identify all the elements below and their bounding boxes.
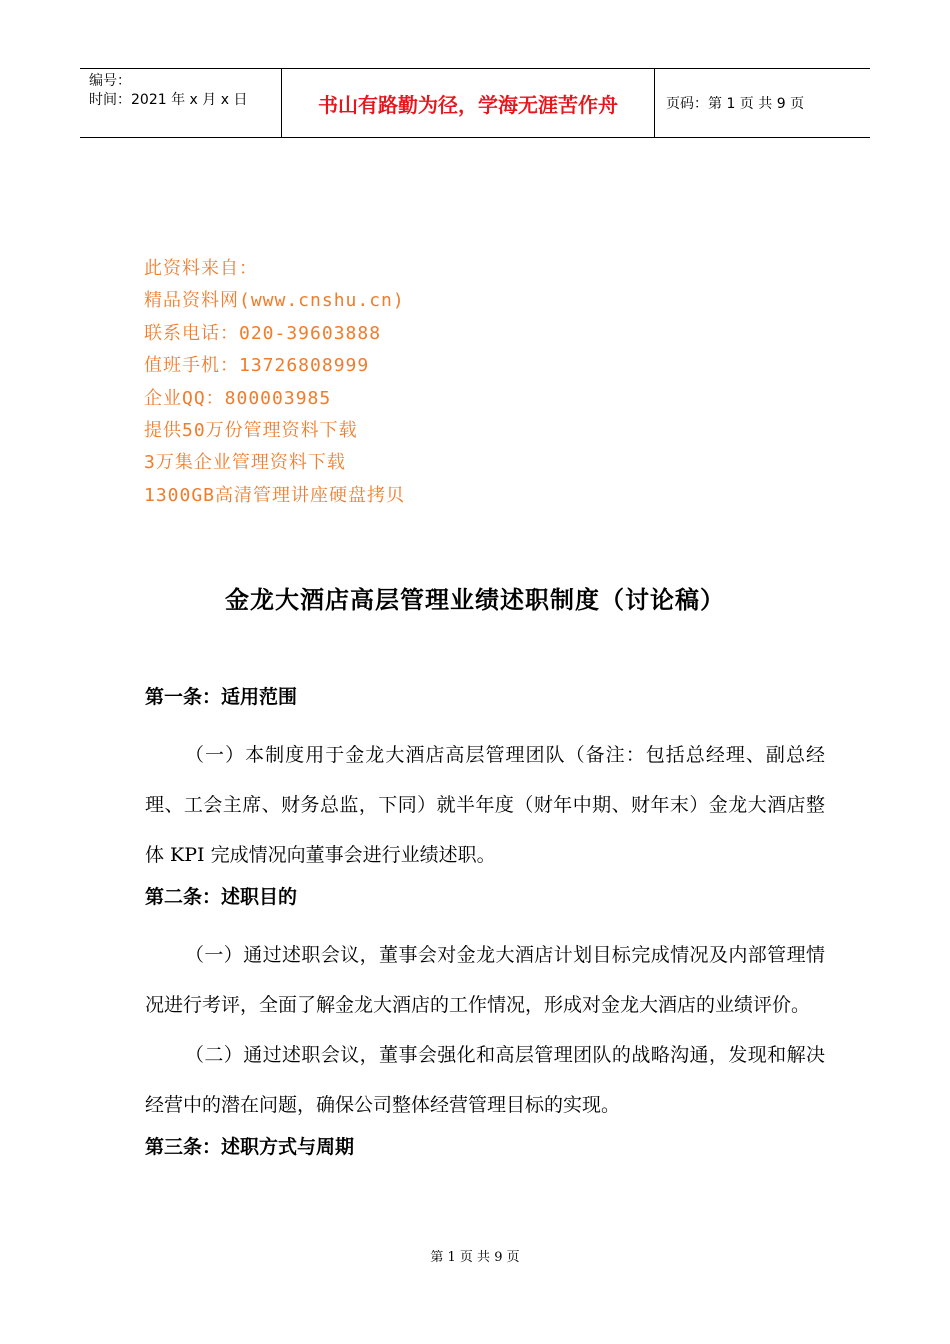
- page-footer: 第 1 页 共 9 页: [430, 1250, 520, 1265]
- header-meta-cell: [80, 69, 282, 137]
- source-line: 联系电话：020-39603888: [144, 322, 382, 344]
- motto-cell: [282, 69, 655, 137]
- source-line: 3万集企业管理资料下载: [144, 452, 346, 474]
- source-info-block: [144, 253, 405, 512]
- source-line: 此资料来自：: [144, 258, 258, 279]
- paragraph: （一）通过述职会议，董事会对金龙大酒店计划目标完成情况及内部管理情况进行考评，全面了解金龙大酒店的工作情况，形成对金龙大酒店的业绩评价。: [145, 944, 825, 1016]
- motto-text: 书山有路勤为径，学海无涯苦作舟: [318, 92, 618, 117]
- section-heading: 第三条：述职方式与周期: [145, 1136, 355, 1158]
- section-heading: 第二条：述职目的: [145, 886, 298, 908]
- number-label: 编号：: [89, 73, 131, 89]
- page-info-cell: [655, 69, 870, 137]
- paragraph: （二）通过述职会议，董事会强化和高层管理团队的战略沟通，发现和解决经营中的潜在问题，确保公司整体经营管理目标的实现。: [145, 1044, 825, 1116]
- paragraph: （一）本制度用于金龙大酒店高层管理团队（备注：包括总经理、副总经理、工会主席、财务总监，下同）就半年度（财年中期、财年末）金龙大酒店整体 KPI 完成情况向董事会进行业绩述职。: [145, 744, 825, 866]
- source-line: 精品资料网(www.cnshu.cn): [144, 290, 405, 312]
- source-line: 值班手机：13726808999: [144, 355, 370, 377]
- section-heading: 第一条：适用范围: [145, 686, 298, 708]
- page-info-text: 页码：第 1 页 共 9 页: [666, 96, 805, 112]
- source-line: 1300GB高清管理讲座硬盘拷贝: [144, 484, 406, 506]
- document-body: [145, 680, 825, 1180]
- time-label: 时间：2021 年 x 月 x 日: [89, 92, 248, 108]
- source-line: 企业QQ：800003985: [144, 387, 332, 409]
- header-table: [80, 68, 870, 138]
- document-title: 金龙大酒店高层管理业绩述职制度（讨论稿）: [225, 586, 725, 614]
- source-line: 提供50万份管理资料下载: [144, 420, 358, 442]
